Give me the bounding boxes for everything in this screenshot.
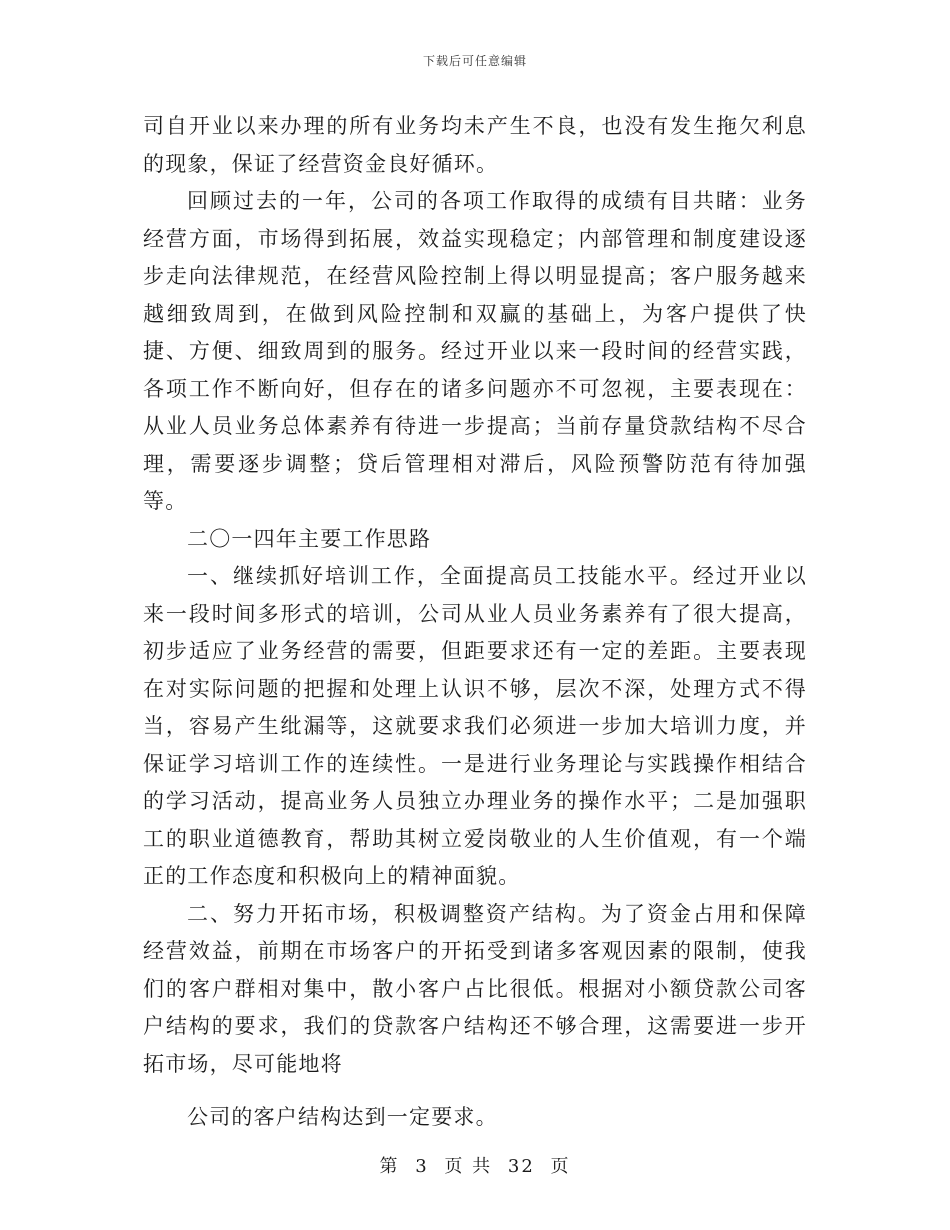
footer-middle: 页 共 — [444, 1156, 493, 1177]
paragraph-customer-structure: 公司的客户结构达到一定要求。 — [187, 1105, 498, 1129]
paragraph-continuation: 司自开业以来办理的所有业务均未产生不良，也没有发生拖欠利息的现象，保证了经营资金良好循环。 — [143, 114, 807, 176]
footer-prefix: 第 — [379, 1156, 400, 1177]
page-header: 下载后可任意编辑 — [422, 54, 527, 68]
footer-current-page: 3 — [415, 1156, 429, 1177]
footer-suffix: 页 — [550, 1156, 571, 1177]
paragraph-training: 一、继续抓好培训工作，全面提高员工技能水平。经过开业以来一段时间多形式的培训，公司从业人员业务素养有了很大提高，初步适应了业务经营的需要，但距要求还有一定的差距。主要表现在对实际问题的把握和处理上认识不够，层次不深，处理方式不得当，容易产生纰漏等，这就要求我们必须进一步加大培训力度，并保证学习培训工作的连续性。一是进行业务理论与实践操作相结合的学习活动，提高业务人员独立办理业务的操作水平；二是加强职工的职业道德教育，帮助其树立爱岗敬业的人生价值观，有一个端正的工作态度和积极向上的精神面貌。 — [143, 564, 807, 888]
section-heading: 二〇一四年主要工作思路 — [187, 526, 432, 551]
page-footer — [0, 1152, 950, 1178]
document-body — [143, 108, 807, 1137]
paragraph-market: 二、努力开拓市场，积极调整资产结构。为了资金占用和保障经营效益，前期在市场客户的开拓受到诸多客观因素的限制，使我们的客户群相对集中，散小客户占比很低。根据对小额贷款公司客户结构的要求，我们的贷款客户结构还不够合理，这需要进一步开拓市场，尽可能地将 — [143, 901, 807, 1076]
paragraph-review: 回顾过去的一年，公司的各项工作取得的成绩有目共睹：业务经营方面，市场得到拓展，效益实现稳定；内部管理和制度建设逐步走向法律规范，在经营风险控制上得以明显提高；客户服务越来越细致周到，在做到风险控制和双赢的基础上，为客户提供了快捷、方便、细致周到的服务。经过开业以来一段时间的经营实践，各项工作不断向好，但存在的诸多问题亦不可忽视，主要表现在：从业人员业务总体素养有待进一步提高；当前存量贷款结构不尽合理，需要逐步调整；贷后管理相对滞后，风险预警防范有待加强等。 — [143, 189, 807, 513]
footer-total-pages: 32 — [507, 1156, 535, 1177]
